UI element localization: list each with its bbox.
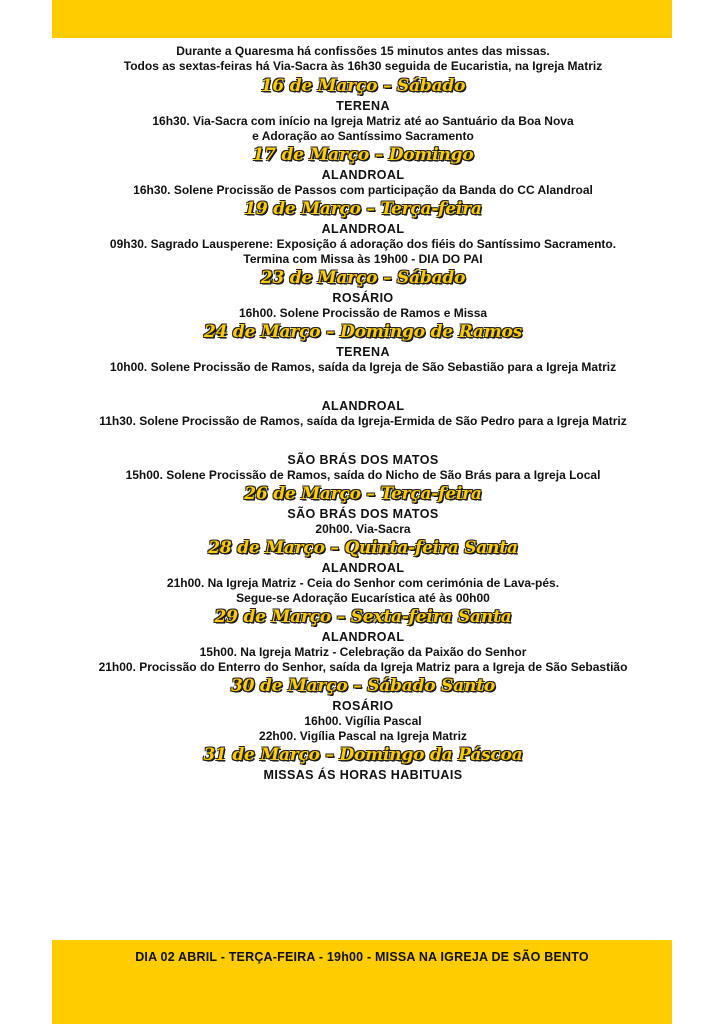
event-line: 11h30. Solene Procissão de Ramos, saída da Igreja-Ermida de São Pedro para a Igreja Matriz <box>99 414 627 428</box>
place-heading: ALANDROAL <box>321 561 405 575</box>
place-heading: ALANDROAL <box>321 399 405 413</box>
day-title: 30 de Março – Sábado Santo <box>231 676 495 696</box>
day-title: 16 de Março – Sábado <box>260 76 466 96</box>
schedule-content <box>0 44 726 783</box>
event-line: 10h00. Solene Procissão de Ramos, saída da Igreja de São Sebastião para a Igreja Matriz <box>109 360 617 374</box>
event-line: 15h00. Na Igreja Matriz - Celebração da Paixão do Senhor <box>199 645 527 659</box>
day-title: 29 de Março – Sexta-feira Santa <box>214 607 512 627</box>
event-line: 16h00. Vigília Pascal <box>304 714 422 728</box>
day-title: 24 de Março – Domingo de Ramos <box>203 322 523 342</box>
intro-line-2: Todos as sextas-feiras há Via-Sacra às 16h30 seguida de Eucaristia, na Igreja Matriz <box>123 59 603 73</box>
day-title: 23 de Março – Sábado <box>260 268 466 288</box>
event-line: 22h00. Vigília Pascal na Igreja Matriz <box>259 729 467 743</box>
event-line: 21h00. Na Igreja Matriz - Ceia do Senhor com cerimónia de Lava-pés. <box>166 576 560 590</box>
place-heading: ROSÁRIO <box>332 291 394 305</box>
day-title: 28 de Março – Quinta-feira Santa <box>208 538 518 558</box>
place-heading: ALANDROAL <box>321 630 405 644</box>
intro-line-1: Durante a Quaresma há confissões 15 minutos antes das missas. <box>176 44 550 58</box>
day-title: 17 de Março – Domingo <box>252 145 474 165</box>
event-line: 09h30. Sagrado Lausperene: Exposição á adoração dos fiéis do Santíssimo Sacramento. <box>109 237 617 251</box>
place-heading: ALANDROAL <box>321 168 405 182</box>
event-line: 21h00. Procissão do Enterro do Senhor, saída da Igreja Matriz para a Igreja de São Sebastião <box>98 660 628 674</box>
place-heading: SÃO BRÁS DOS MATOS <box>287 507 439 521</box>
day-title: 19 de Março – Terça-feira <box>244 199 482 219</box>
place-heading: SÃO BRÁS DOS MATOS <box>287 453 439 467</box>
event-line: e Adoração ao Santíssimo Sacramento <box>252 129 474 143</box>
event-line: 16h00. Solene Procissão de Ramos e Missa <box>238 306 488 320</box>
event-line: Termina com Missa às 19h00 - DIA DO PAI <box>243 252 483 266</box>
place-heading: TERENA <box>336 345 390 359</box>
event-line: Segue-se Adoração Eucarística até às 00h00 <box>236 591 490 605</box>
event-line: 16h30. Via-Sacra com início na Igreja Matriz até ao Santuário da Boa Nova <box>152 114 574 128</box>
day-title: 31 de Março – Domingo da Páscoa <box>203 745 523 765</box>
top-yellow-band <box>52 0 672 38</box>
event-line: 16h30. Solene Procissão de Passos com participação da Banda do CC Alandroal <box>133 183 593 197</box>
day-title: 26 de Março – Terça-feira <box>244 484 482 504</box>
place-heading: MISSAS ÁS HORAS HABITUAIS <box>263 768 463 782</box>
bottom-yellow-band <box>52 940 672 1024</box>
event-line: 20h00. Via-Sacra <box>315 522 411 536</box>
place-heading: ROSÁRIO <box>332 699 394 713</box>
place-heading: TERENA <box>336 99 390 113</box>
footer-announcement: DIA 02 ABRIL - TERÇA-FEIRA - 19h00 - MISSA NA IGREJA DE SÃO BENTO <box>135 950 589 964</box>
event-line: 15h00. Solene Procissão de Ramos, saída do Nicho de São Brás para a Igreja Local <box>125 468 601 482</box>
place-heading: ALANDROAL <box>321 222 405 236</box>
